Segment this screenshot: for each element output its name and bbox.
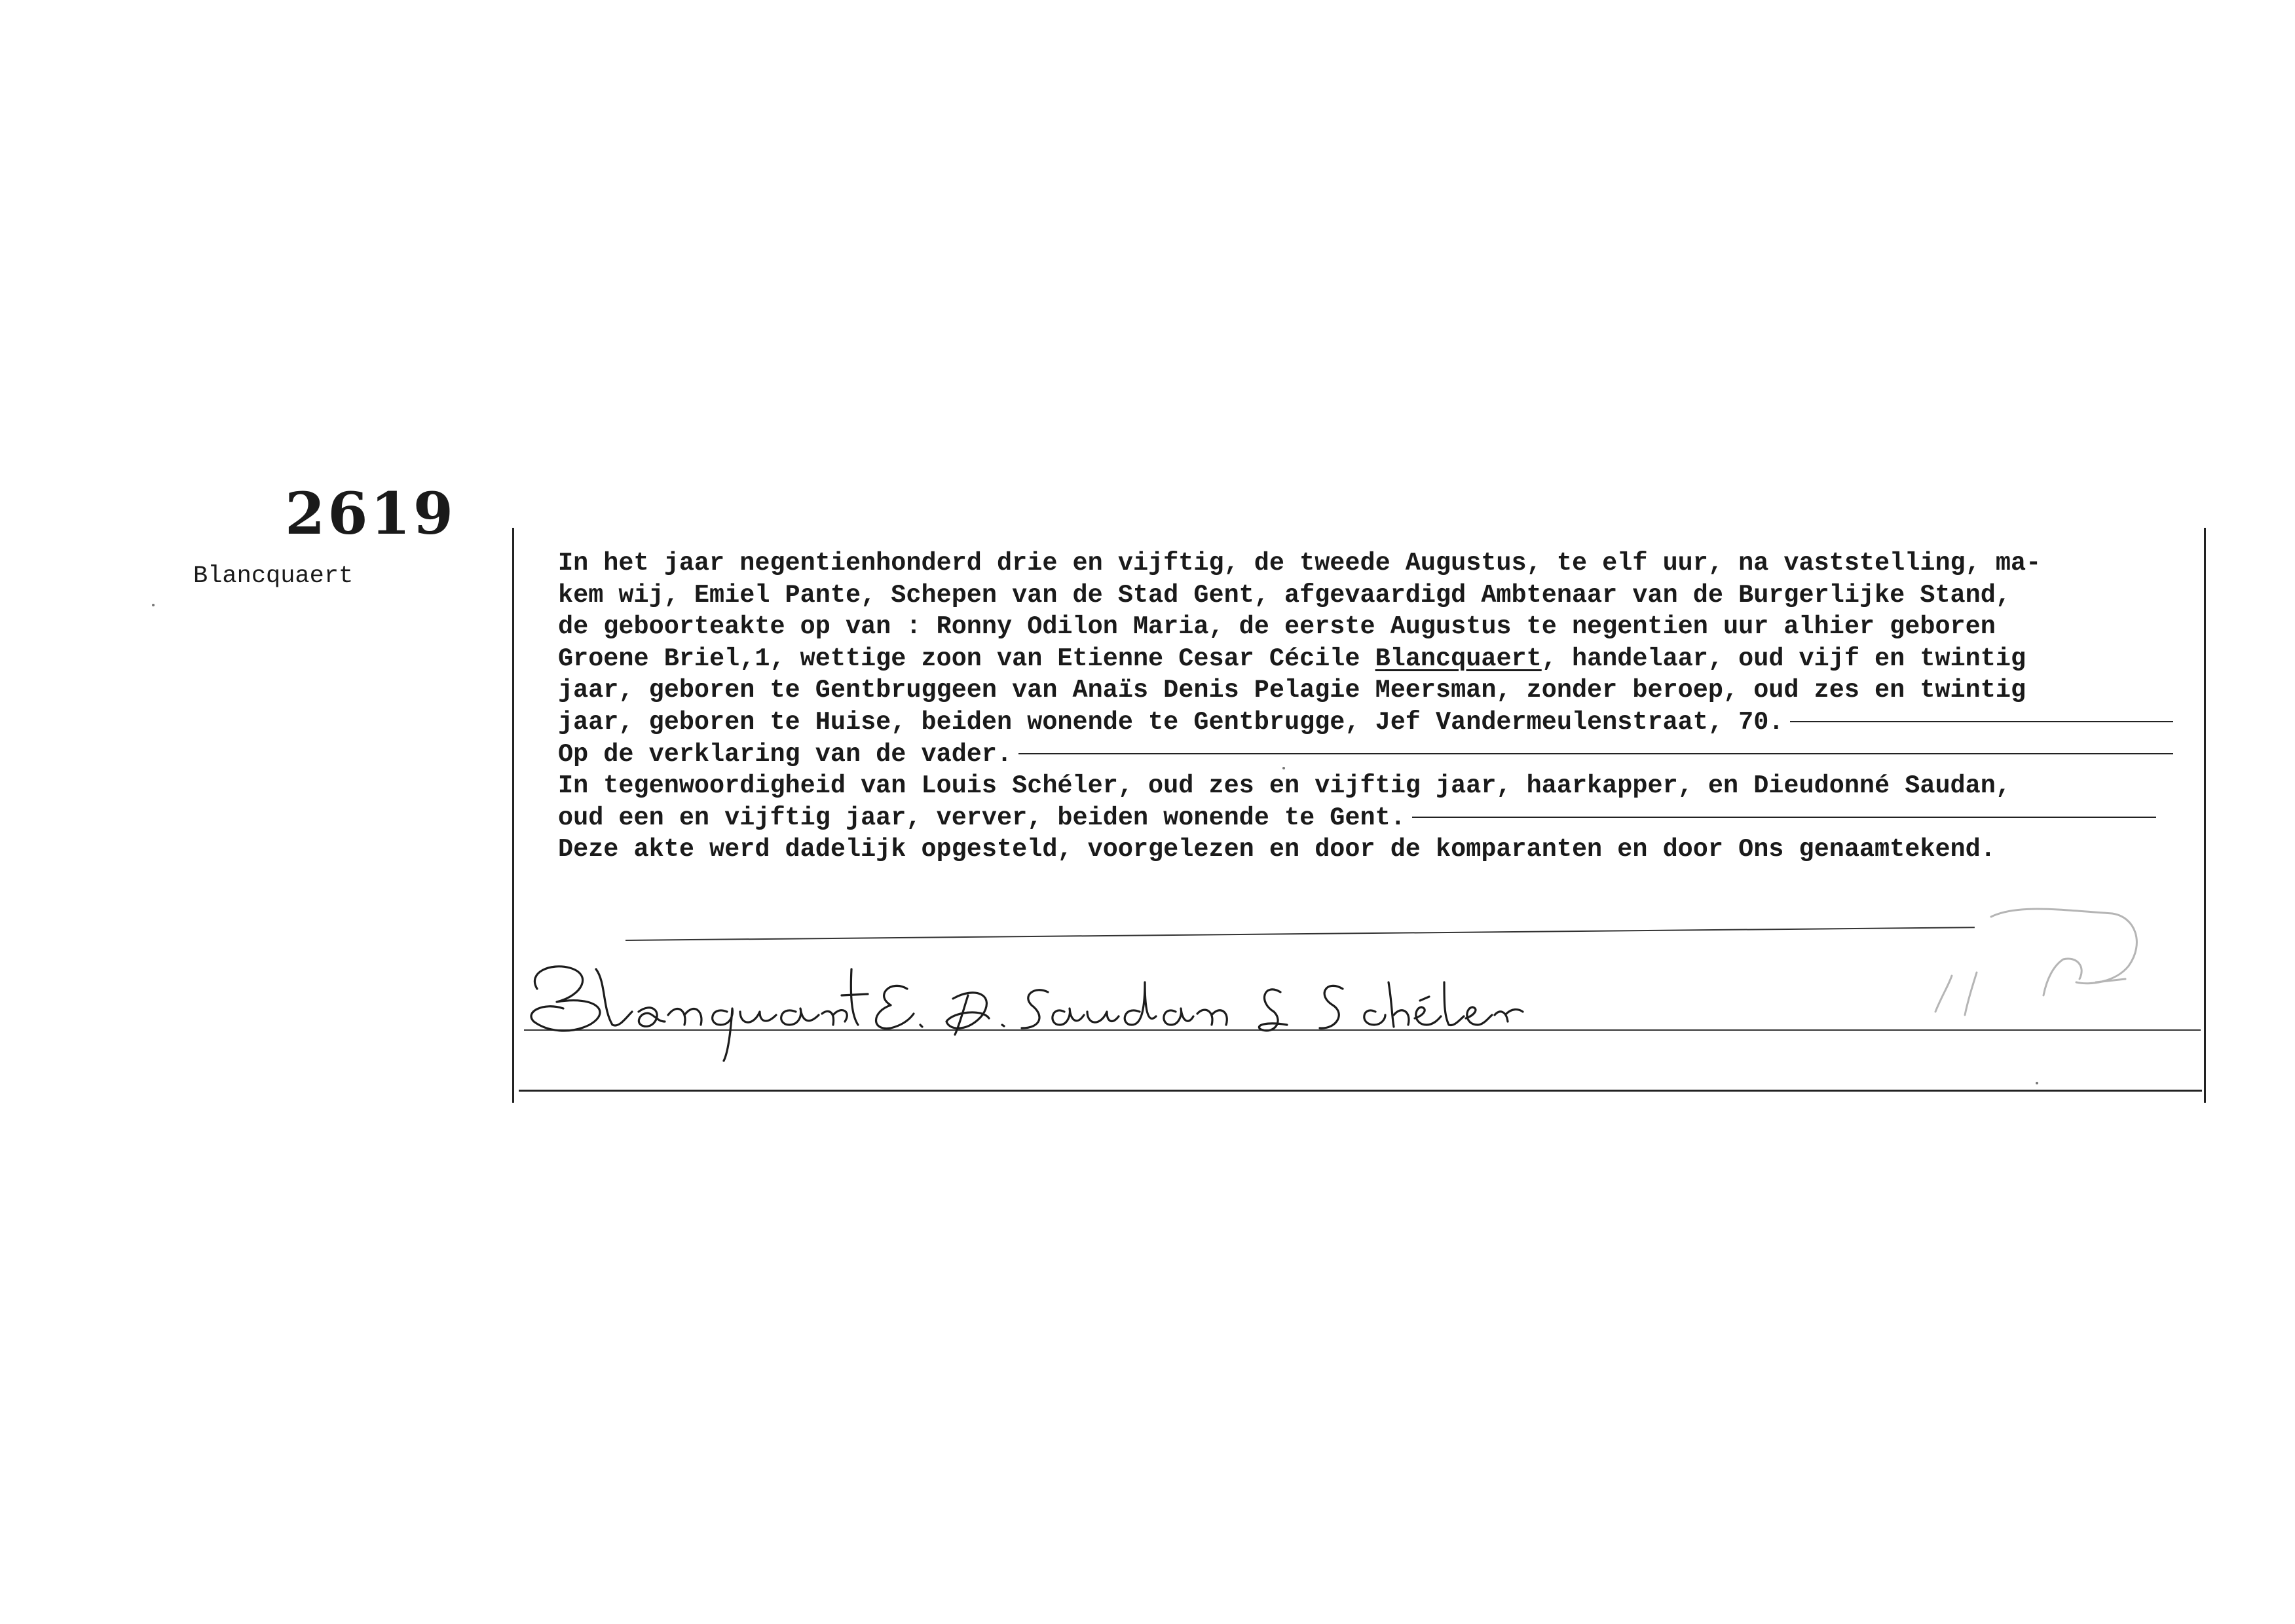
record-body — [558, 547, 2182, 866]
body-line-text: jaar, geboren te Gentbruggeen van Anaïs Denis Pelagie Meersman, zonder beroep, oud zes en twintig — [558, 676, 2026, 705]
body-line-text: jaar, geboren te Huise, beiden wonende te Gentbrugge, Jef Vandermeulenstraat, 70. — [558, 707, 1784, 737]
body-line-text: , handelaar, oud vijf en twintig — [1541, 644, 2026, 673]
record-frame-bottom — [519, 1090, 2202, 1092]
body-line — [558, 707, 2182, 739]
body-line — [558, 643, 2182, 675]
body-line — [558, 834, 2182, 866]
body-line — [558, 674, 2182, 707]
body-line — [558, 580, 2182, 612]
body-line-text: de geboorteakte op van : Ronny Odilon Maria, de eerste Augustus te negentien uur alhier geboren — [558, 612, 1996, 642]
body-line — [558, 770, 2182, 802]
margin-surname: Blancquaert — [193, 563, 354, 590]
body-line — [558, 547, 2182, 580]
body-line-text: In het jaar negentienhonderd drie en vijftig, de tweede Augustus, te elf uur, na vaststelling, ma- — [558, 549, 2042, 578]
body-line-text: Op de verklaring van de vader. — [558, 739, 1013, 769]
body-line-text: Groene Briel,1, wettige zoon van Etienne Cesar Cécile — [558, 644, 1375, 673]
fill-line — [1412, 817, 2156, 818]
underlined-surname: Blancquaert — [1375, 644, 1542, 673]
body-line — [558, 611, 2182, 643]
body-line-text: kem wij, Emiel Pante, Schepen van de Stad Gent, afgevaardigd Ambtenaar van de Burgerlijke Stand, — [558, 580, 2011, 610]
fill-line — [1790, 721, 2173, 722]
body-line-text: In tegenwoordigheid van Louis Schéler, oud zes en vijftig jaar, haarkapper, en Dieudonné Saudan, — [558, 771, 2011, 801]
act-number: 2619 — [285, 479, 456, 547]
body-line-text: Deze akte werd dadelijk opgesteld, voorgelezen en door de komparanten en door Ons genaamtekend. — [558, 835, 1996, 864]
body-line-text: oud een en vijftig jaar, verver, beiden wonende te Gent. — [558, 803, 1406, 832]
body-line — [558, 739, 2182, 771]
ink-speck — [152, 604, 155, 606]
body-line — [558, 802, 2182, 834]
signature-baseline — [524, 1029, 2201, 1031]
fill-line — [1018, 753, 2173, 754]
